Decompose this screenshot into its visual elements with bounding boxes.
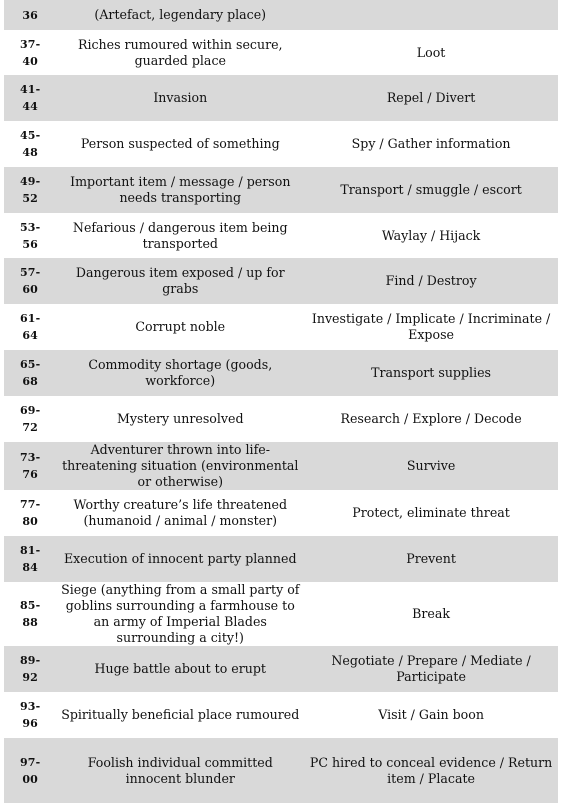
goal-cell: Waylay / Hijack	[304, 213, 558, 258]
goal-cell: PC hired to conceal evidence / Return item / Placate	[304, 738, 558, 803]
range-cell: 77- 80	[4, 490, 56, 536]
result-cell: Commodity shortage (goods, workforce)	[56, 350, 304, 396]
range-cell: 69- 72	[4, 396, 56, 442]
range-cell: 85- 88	[4, 582, 56, 646]
table-row	[4, 350, 558, 396]
table-row	[4, 167, 558, 213]
table-row	[4, 30, 558, 75]
result-cell: Huge battle about to erupt	[56, 646, 304, 692]
range-cell: 93- 96	[4, 692, 56, 738]
result-cell: Foolish individual committed innocent blunder	[56, 738, 304, 803]
table-row	[4, 75, 558, 121]
goal-cell: Prevent	[304, 536, 558, 582]
result-cell: Nefarious / dangerous item being transported	[56, 213, 304, 258]
table-row	[4, 396, 558, 442]
range-cell: 61- 64	[4, 304, 56, 350]
goal-cell	[304, 0, 558, 30]
goal-cell: Research / Explore / Decode	[304, 396, 558, 442]
range-cell: 37- 40	[4, 30, 56, 75]
result-cell: Invasion	[56, 75, 304, 121]
table-row	[4, 738, 558, 803]
range-cell: 81- 84	[4, 536, 56, 582]
goal-cell: Break	[304, 582, 558, 646]
result-cell: Siege (anything from a small party of goblins surrounding a farmhouse to an army of Imperial Blades surrounding a city!)	[56, 582, 304, 646]
result-cell: Adventurer thrown into life-threatening situation (environmental or otherwise)	[56, 442, 304, 490]
goal-cell: Find / Destroy	[304, 258, 558, 304]
table-row	[4, 536, 558, 582]
result-cell: Corrupt noble	[56, 304, 304, 350]
range-cell: 97- 00	[4, 738, 56, 803]
goal-cell: Survive	[304, 442, 558, 490]
range-cell: 41- 44	[4, 75, 56, 121]
range-cell: 73- 76	[4, 442, 56, 490]
result-cell: Important item / message / person needs transporting	[56, 167, 304, 213]
range-cell: 65- 68	[4, 350, 56, 396]
range-cell: 53- 56	[4, 213, 56, 258]
range-cell: 89- 92	[4, 646, 56, 692]
goal-cell: Repel / Divert	[304, 75, 558, 121]
range-cell: 45- 48	[4, 121, 56, 167]
table-row	[4, 442, 558, 490]
goal-cell: Loot	[304, 30, 558, 75]
result-cell: Spiritually beneficial place rumoured	[56, 692, 304, 738]
table-row	[4, 258, 558, 304]
range-cell: 36	[4, 0, 56, 30]
goal-cell: Visit / Gain boon	[304, 692, 558, 738]
table-row	[4, 582, 558, 646]
goal-cell: Negotiate / Prepare / Mediate / Participate	[304, 646, 558, 692]
goal-cell: Protect, eliminate threat	[304, 490, 558, 536]
range-cell: 49- 52	[4, 167, 56, 213]
goal-cell: Transport supplies	[304, 350, 558, 396]
encounter-table	[4, 0, 558, 803]
table-row	[4, 646, 558, 692]
table-row	[4, 490, 558, 536]
table-row	[4, 692, 558, 738]
table-body	[4, 0, 558, 803]
result-cell: Mystery unresolved	[56, 396, 304, 442]
goal-cell: Spy / Gather information	[304, 121, 558, 167]
goal-cell: Investigate / Implicate / Incriminate / Expose	[304, 304, 558, 350]
table-row	[4, 304, 558, 350]
result-cell: Execution of innocent party planned	[56, 536, 304, 582]
table-row	[4, 213, 558, 258]
table-row	[4, 0, 558, 30]
goal-cell: Transport / smuggle / escort	[304, 167, 558, 213]
result-cell: Riches rumoured within secure, guarded place	[56, 30, 304, 75]
table-row	[4, 121, 558, 167]
result-cell: Worthy creature’s life threatened (humanoid / animal / monster)	[56, 490, 304, 536]
range-cell: 57- 60	[4, 258, 56, 304]
result-cell: Dangerous item exposed / up for grabs	[56, 258, 304, 304]
result-cell: (Artefact, legendary place)	[56, 0, 304, 30]
result-cell: Person suspected of something	[56, 121, 304, 167]
